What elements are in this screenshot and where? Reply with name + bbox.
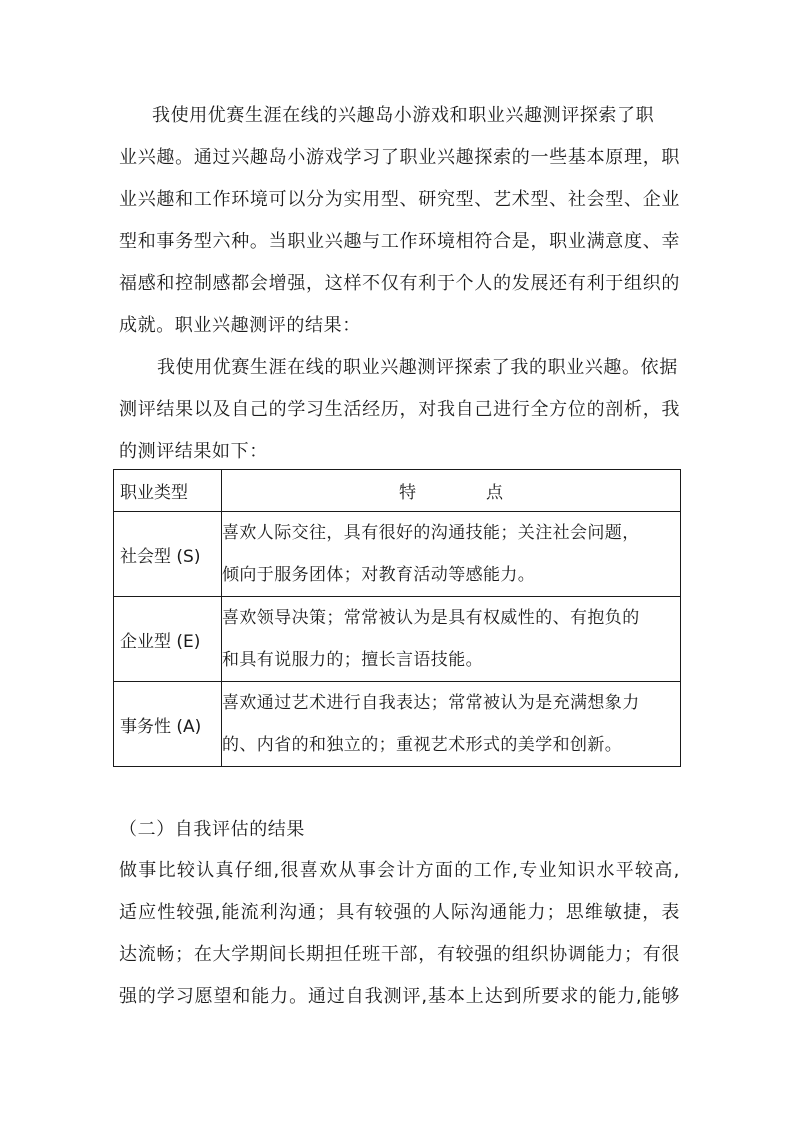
header-feature-char: 特 (399, 483, 416, 503)
section-line: 适应性较强,能流利沟通；具有较强的人际沟通能力；思维敏捷，表 (119, 902, 680, 923)
feature-line: 喜欢通过艺术进行自我表达；常常被认为是充满想象力 (222, 693, 640, 713)
section-line: 达流畅；在大学期间长期担任班干部，有较强的组织协调能力；有很 (119, 944, 680, 965)
career-type-cell: 企业型 (E) (114, 597, 222, 682)
features-cell (222, 682, 681, 767)
header-features (222, 470, 681, 512)
feature-line: 喜欢领导决策；常常被认为是具有权威性的、有抱负的 (222, 608, 640, 628)
career-type-cell: 事务性 (A) (114, 682, 222, 767)
career-type-cell: 社会型 (S) (114, 512, 222, 597)
feature-line: 倾向于服务团体；对教育活动等感能力。 (222, 565, 536, 585)
feature-line: 的、内省的和独立的；重视艺术形式的美学和创新。 (222, 735, 623, 755)
table-row (114, 512, 681, 597)
table-header-row (114, 470, 681, 512)
result-intro-line: 的测评结果如下： (119, 441, 268, 462)
header-career-type: 职业类型 (114, 470, 222, 512)
intro-line: 我使用优赛生涯在线的兴趣岛小游戏和职业兴趣测评探索了职 (152, 105, 655, 126)
table-row (114, 682, 681, 767)
intro-line: 成就。职业兴趣测评的结果： (119, 315, 361, 336)
career-interest-table (113, 469, 681, 767)
features-cell (222, 512, 681, 597)
section-line: 强的学习愿望和能力。通过自我测评,基本上达到所要求的能力,能够 (119, 986, 680, 1007)
intro-line: 业兴趣和工作环境可以分为实用型、研究型、艺术型、社会型、企业 (119, 189, 680, 210)
intro-line: 业兴趣。通过兴趣岛小游戏学习了职业兴趣探索的一些基本原理，职 (119, 147, 680, 168)
feature-line: 和具有说服力的；擅长言语技能。 (222, 650, 483, 670)
intro-line: 福感和控制感都会增强，这样不仅有利于个人的发展还有利于组织的 (119, 273, 680, 294)
section-heading: （二）自我评估的结果 (119, 819, 305, 840)
section-line: 做事比较认真仔细,很喜欢从事会计方面的工作,专业知识水平较高, (119, 860, 680, 881)
table-row (114, 597, 681, 682)
result-intro-line: 我使用优赛生涯在线的职业兴趣测评探索了我的职业兴趣。依据 (157, 357, 678, 378)
intro-line: 型和事务型六种。当职业兴趣与工作环境相符合是，职业满意度、幸 (119, 231, 680, 252)
result-intro-line: 测评结果以及自己的学习生活经历，对我自己进行全方位的剖析，我 (119, 399, 680, 420)
feature-line: 喜欢人际交往，具有很好的沟通技能；关注社会问题， (222, 523, 640, 543)
header-feature-char: 点 (486, 483, 503, 503)
features-cell (222, 597, 681, 682)
